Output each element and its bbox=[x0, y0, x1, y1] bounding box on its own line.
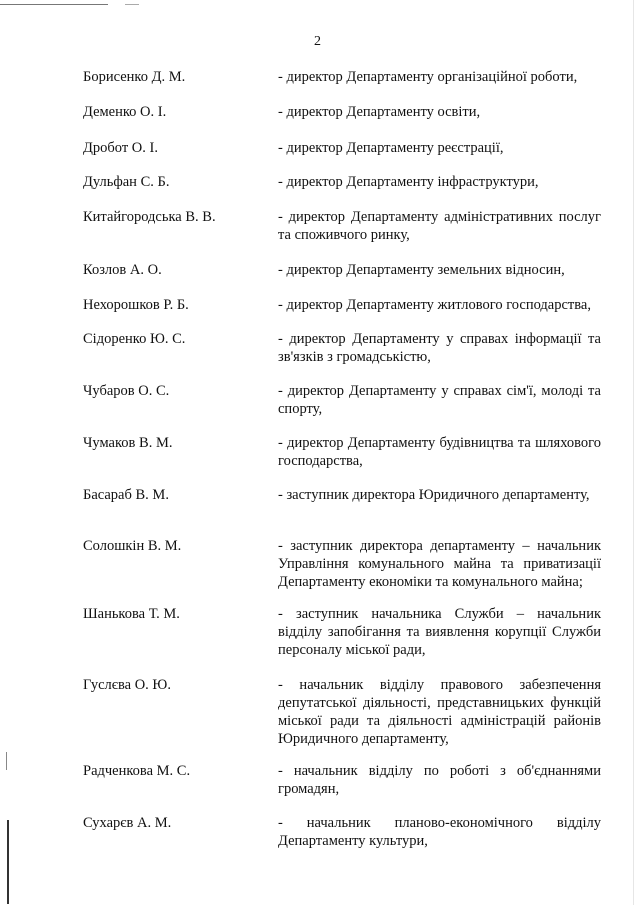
person-position: - директор Департаменту освіти, bbox=[278, 104, 481, 120]
person-name: Чумаков В. М. bbox=[83, 435, 173, 451]
scan-artifact-line bbox=[0, 4, 108, 5]
person-name: Солошкін В. М. bbox=[83, 538, 182, 554]
person-name: Чубаров О. С. bbox=[83, 383, 170, 399]
person-position: - начальник планово-економічного відділу Департаменту культури, bbox=[278, 815, 601, 849]
person-position: - заступник директора Юридичного департаменту, bbox=[278, 487, 590, 503]
page-number: 2 bbox=[314, 34, 321, 49]
person-position: - директор Департаменту у справах інформації та зв'язків з громадськістю, bbox=[278, 331, 601, 365]
person-position: - директор Департаменту житлового господарства, bbox=[278, 297, 591, 313]
scan-artifact-mark bbox=[6, 752, 7, 770]
person-name: Борисенко Д. М. bbox=[83, 69, 186, 85]
scan-artifact-edge bbox=[633, 0, 634, 905]
person-position: - директор Департаменту реєстрації, bbox=[278, 140, 504, 156]
person-name: Басараб В. М. bbox=[83, 487, 169, 503]
person-position: - директор Департаменту будівництва та шляхового господарства, bbox=[278, 435, 601, 469]
person-name: Шанькова Т. М. bbox=[83, 606, 180, 622]
scan-artifact-mark bbox=[7, 820, 9, 904]
person-name: Китайгородська В. В. bbox=[83, 209, 216, 225]
person-name: Радченкова М. С. bbox=[83, 763, 191, 779]
person-position: - директор Департаменту інфраструктури, bbox=[278, 174, 539, 190]
person-name: Дульфан С. Б. bbox=[83, 174, 170, 190]
person-position: - начальник відділу по роботі з об'єднаннями громадян, bbox=[278, 763, 601, 797]
person-name: Дробот О. І. bbox=[83, 140, 158, 156]
person-position: - заступник начальника Служби – начальник відділу запобігання та виявлення корупції Служби персоналу міської ради, bbox=[278, 606, 601, 658]
person-position: - директор Департаменту адміністративних послуг та споживчого ринку, bbox=[278, 209, 601, 243]
person-name: Сідоренко Ю. С. bbox=[83, 331, 186, 347]
person-name: Нехорошков Р. Б. bbox=[83, 297, 189, 313]
person-name: Козлов А. О. bbox=[83, 262, 162, 278]
scan-artifact-line bbox=[125, 4, 139, 5]
person-name: Сухарєв А. М. bbox=[83, 815, 172, 831]
person-name: Деменко О. І. bbox=[83, 104, 167, 120]
person-position: - директор Департаменту організаційної роботи, bbox=[278, 69, 578, 85]
person-position: - начальник відділу правового забезпечення депутатської діяльності, представницьких функцій міської ради та діяльності адміністрацій районів Юридичного департаменту, bbox=[278, 677, 601, 747]
person-position: - директор Департаменту земельних відносин, bbox=[278, 262, 565, 278]
person-position: - заступник директора департаменту – начальник Управління комунального майна та приватизації Департаменту економіки та комунального майна; bbox=[278, 538, 601, 590]
person-position: - директор Департаменту у справах сім'ї, молоді та спорту, bbox=[278, 383, 601, 417]
person-name: Гуслєва О. Ю. bbox=[83, 677, 171, 693]
